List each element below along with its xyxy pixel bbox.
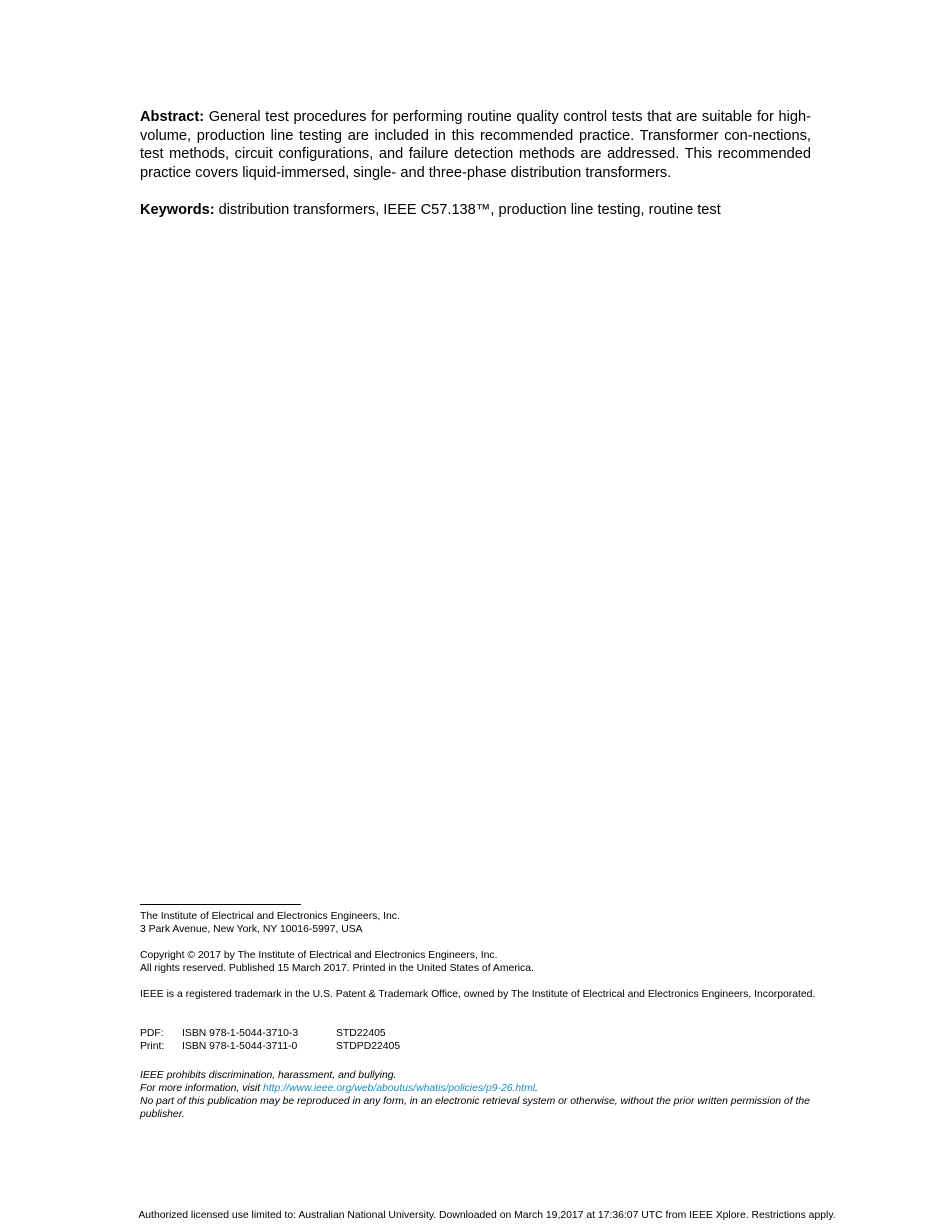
more-info-suffix: . (535, 1083, 538, 1094)
license-footer: Authorized licensed use limited to: Australian National University. Downloaded on March 19,2017 at 17:36:07 UTC from IEEE Xplore. Restrictions apply. (138, 1210, 836, 1221)
isbn-number: ISBN 978-1-5044-3710-3 (182, 1028, 299, 1039)
keywords-text: distribution transformers, IEEE C57.138™, production line testing, routine test (214, 202, 721, 218)
publisher-address: 3 Park Avenue, New York, NY 10016-5997, USA (140, 924, 363, 935)
isbn-format: PDF: (140, 1028, 164, 1039)
isbn-row-pdf (140, 1027, 820, 1040)
publisher-name: The Institute of Electrical and Electronics Engineers, Inc. (140, 911, 400, 922)
copyright-line: Copyright © 2017 by The Institute of Electrical and Electronics Engineers, Inc. (140, 950, 498, 961)
footnote-rule (140, 904, 301, 905)
trademark-text: IEEE is a registered trademark in the U.S. Patent & Trademark Office, owned by The Institute of Electrical and Electronics Engineers, Incorporated. (140, 989, 816, 1000)
isbn-format: Print: (140, 1041, 165, 1052)
abstract-paragraph (140, 108, 811, 182)
harassment-notice: IEEE prohibits discrimination, harassment, and bullying. (140, 1070, 397, 1081)
copyright-block (140, 949, 820, 975)
trademark-block (140, 988, 820, 1001)
keywords-paragraph (140, 201, 820, 220)
more-info-prefix: For more information, visit (140, 1083, 263, 1094)
isbn-block (140, 1027, 820, 1053)
abstract-text: General test procedures for performing routine quality control tests that are suitable for high-volume, production line testing are included in this recommended practice. Transformer con-nections, test methods, circuit configurations, and failure detection methods are addressed. This recommended practice covers liquid-immersed, single- and three-phase distribution transformers. (140, 109, 811, 181)
more-info-line (140, 1082, 820, 1095)
isbn-row-print (140, 1040, 820, 1053)
reproduction-notice: No part of this publication may be reproduced in any form, in an electronic retrieval system or otherwise, without the prior written permission of the publisher. (140, 1096, 810, 1120)
notice-block (140, 1069, 820, 1121)
publisher-block (140, 910, 820, 936)
policy-link[interactable]: http://www.ieee.org/web/aboutus/whatis/policies/p9-26.html (263, 1083, 536, 1094)
rights-line: All rights reserved. Published 15 March 2017. Printed in the United States of America. (140, 963, 534, 974)
isbn-number: ISBN 978-1-5044-3711-0 (182, 1041, 298, 1052)
keywords-label: Keywords: (140, 202, 215, 218)
isbn-code: STDPD22405 (336, 1041, 401, 1052)
abstract-label: Abstract: (140, 109, 205, 125)
isbn-code: STD22405 (336, 1028, 386, 1039)
